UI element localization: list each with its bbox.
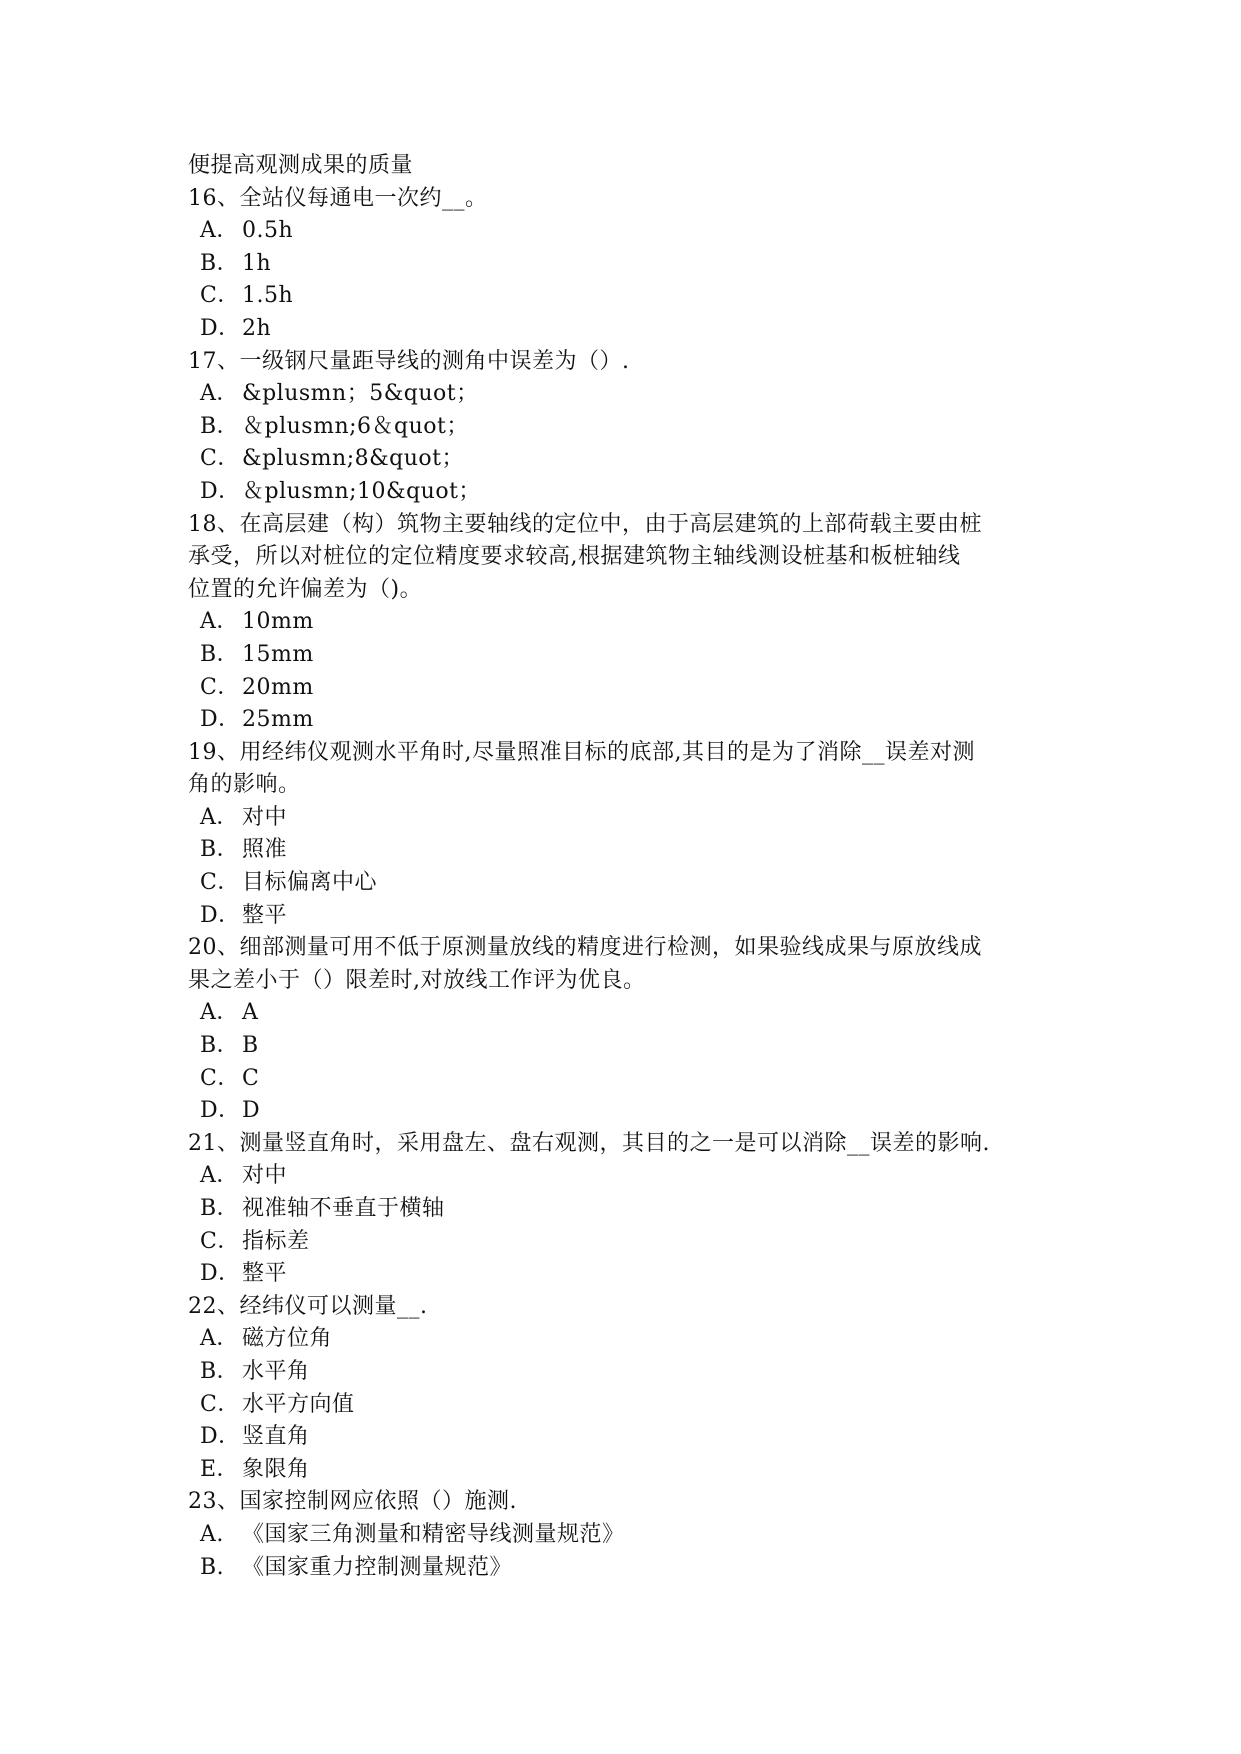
answer-option: [188, 1454, 1058, 1487]
answer-option: [188, 1030, 1058, 1063]
option-letter: B．: [200, 1033, 240, 1059]
option-text: 2h: [242, 315, 272, 341]
option-text: 磁方位角: [242, 1326, 333, 1352]
option-text: 整平: [242, 902, 288, 928]
option-letter: C．: [200, 674, 240, 700]
answer-option: [188, 704, 1058, 737]
question-text: 21、测量竖直角时，采用盘左、盘右观测，其目的之一是可以消除__误差的影响.: [188, 1130, 990, 1156]
option-text: A: [242, 1000, 259, 1026]
answer-option: [188, 834, 1058, 867]
answer-option: [188, 248, 1058, 281]
option-letter: A．: [200, 609, 239, 635]
option-letter: C．: [200, 283, 240, 309]
option-letter: A.: [200, 1521, 224, 1547]
question-text: 位置的允许偏差为（)。: [188, 576, 423, 602]
option-letter: A．: [200, 1000, 239, 1026]
answer-option: [188, 606, 1058, 639]
option-letter: A．: [200, 381, 239, 407]
option-text: 视准轴不垂直于横轴: [242, 1196, 445, 1221]
option-text: B: [242, 1033, 259, 1059]
option-letter: D．: [200, 1424, 241, 1450]
answer-option: [188, 476, 1058, 509]
option-letter: C．: [200, 446, 240, 472]
option-text: 水平角: [242, 1358, 310, 1384]
option-letter: B．: [200, 413, 240, 439]
answer-option: [188, 867, 1058, 900]
answer-option: [188, 1193, 1058, 1226]
option-text: 水平方向值: [242, 1391, 355, 1417]
option-text: C: [242, 1065, 260, 1091]
answer-option: [188, 1160, 1058, 1193]
option-letter: D．: [200, 902, 241, 928]
option-text: 15mm: [242, 641, 314, 667]
option-text: 《国家重力控制测量规范》: [242, 1554, 513, 1580]
answer-option: [188, 313, 1058, 346]
answer-option: [188, 1063, 1058, 1096]
option-text: 10mm: [242, 609, 314, 635]
answer-option: [188, 1095, 1058, 1128]
answer-option: [188, 1552, 1058, 1585]
option-letter: E．: [200, 1456, 240, 1482]
option-letter: C．: [200, 870, 240, 896]
option-letter: C．: [200, 1228, 240, 1254]
option-text: 20mm: [242, 674, 314, 700]
answer-option: [188, 639, 1058, 672]
option-text: 整平: [242, 1261, 288, 1287]
question-text: 23、国家控制网应依照（）施测.: [188, 1489, 517, 1515]
option-text: 1.5h: [242, 283, 294, 309]
option-letter: D．: [200, 707, 241, 733]
option-text: 对中: [242, 1163, 288, 1189]
answer-option: [188, 378, 1058, 411]
option-text: 象限角: [242, 1456, 310, 1482]
option-text: &plusmn；5&quot；: [242, 381, 479, 407]
question-text: 17、一级钢尺量距导线的测角中误差为（）.: [188, 348, 630, 374]
option-letter: C．: [200, 1065, 240, 1091]
answer-option: [188, 1226, 1058, 1259]
option-text: D: [242, 1098, 261, 1124]
option-letter: B．: [200, 837, 240, 863]
option-text: 0.5h: [242, 218, 294, 244]
option-letter: D．: [200, 1098, 241, 1124]
option-letter: D．: [200, 1261, 241, 1287]
question-text: 20、细部测量可用不低于原测量放线的精度进行检测，如果验线成果与原放线成: [188, 935, 982, 961]
option-text: 1h: [242, 250, 272, 276]
option-text: 对中: [242, 804, 288, 830]
document-page: [188, 150, 1058, 1584]
answer-option: [188, 1323, 1058, 1356]
answer-option: [188, 215, 1058, 248]
option-letter: A．: [200, 1163, 239, 1189]
option-letter: B．: [200, 1358, 240, 1384]
answer-option: [188, 997, 1058, 1030]
option-text: 25mm: [242, 707, 314, 733]
answer-option: [188, 802, 1058, 835]
question-text: 果之差小于（）限差时,对放线工作评为优良。: [188, 967, 646, 993]
answer-option: [188, 1356, 1058, 1389]
question-text: 22、经纬仪可以测量__.: [188, 1293, 428, 1319]
answer-option: [188, 280, 1058, 313]
option-letter: A．: [200, 804, 239, 830]
option-text: 照准: [242, 837, 288, 863]
answer-option: [188, 1258, 1058, 1291]
question-text: 18、在高层建（构）筑物主要轴线的定位中，由于高层建筑的上部荷载主要由桩: [188, 511, 982, 537]
option-text: &plusmn;8&quot；: [242, 446, 465, 472]
option-text: 《国家三角测量和精密导线测量规范》: [242, 1521, 625, 1547]
option-letter: A．: [200, 1326, 239, 1352]
option-text: ＆plusmn;10&quot；: [242, 478, 481, 504]
answer-option: [188, 443, 1058, 476]
option-letter: B．: [200, 1196, 240, 1221]
option-text: ＆plusmn;6＆quot；: [242, 413, 469, 439]
answer-option: [188, 1421, 1058, 1454]
question-text: 便提高观测成果的质量: [188, 153, 414, 178]
option-text: 目标偏离中心: [242, 870, 378, 896]
question-text: 19、用经纬仪观测水平角时,尽量照准目标的底部,其目的是为了消除__误差对测: [188, 739, 975, 765]
option-letter: C．: [200, 1391, 240, 1417]
option-text: 竖直角: [242, 1424, 310, 1450]
option-letter: B．: [200, 641, 240, 667]
option-letter: B．: [200, 250, 240, 276]
question-text: 承受，所以对桩位的定位精度要求较高,根据建筑物主轴线测设桩基和板桩轴线: [188, 544, 961, 570]
option-text: 指标差: [242, 1228, 310, 1254]
question-text: 角的影响。: [188, 772, 301, 798]
option-letter: A．: [200, 218, 239, 244]
option-letter: D．: [200, 315, 241, 341]
answer-option: [188, 900, 1058, 933]
answer-option: [188, 411, 1058, 444]
answer-option: [188, 1389, 1058, 1422]
answer-option: [188, 672, 1058, 705]
option-letter: D．: [200, 478, 241, 504]
option-letter: B.: [200, 1554, 225, 1580]
answer-option: [188, 1519, 1058, 1552]
question-text: 16、全站仪每通电一次约__。: [188, 185, 488, 211]
